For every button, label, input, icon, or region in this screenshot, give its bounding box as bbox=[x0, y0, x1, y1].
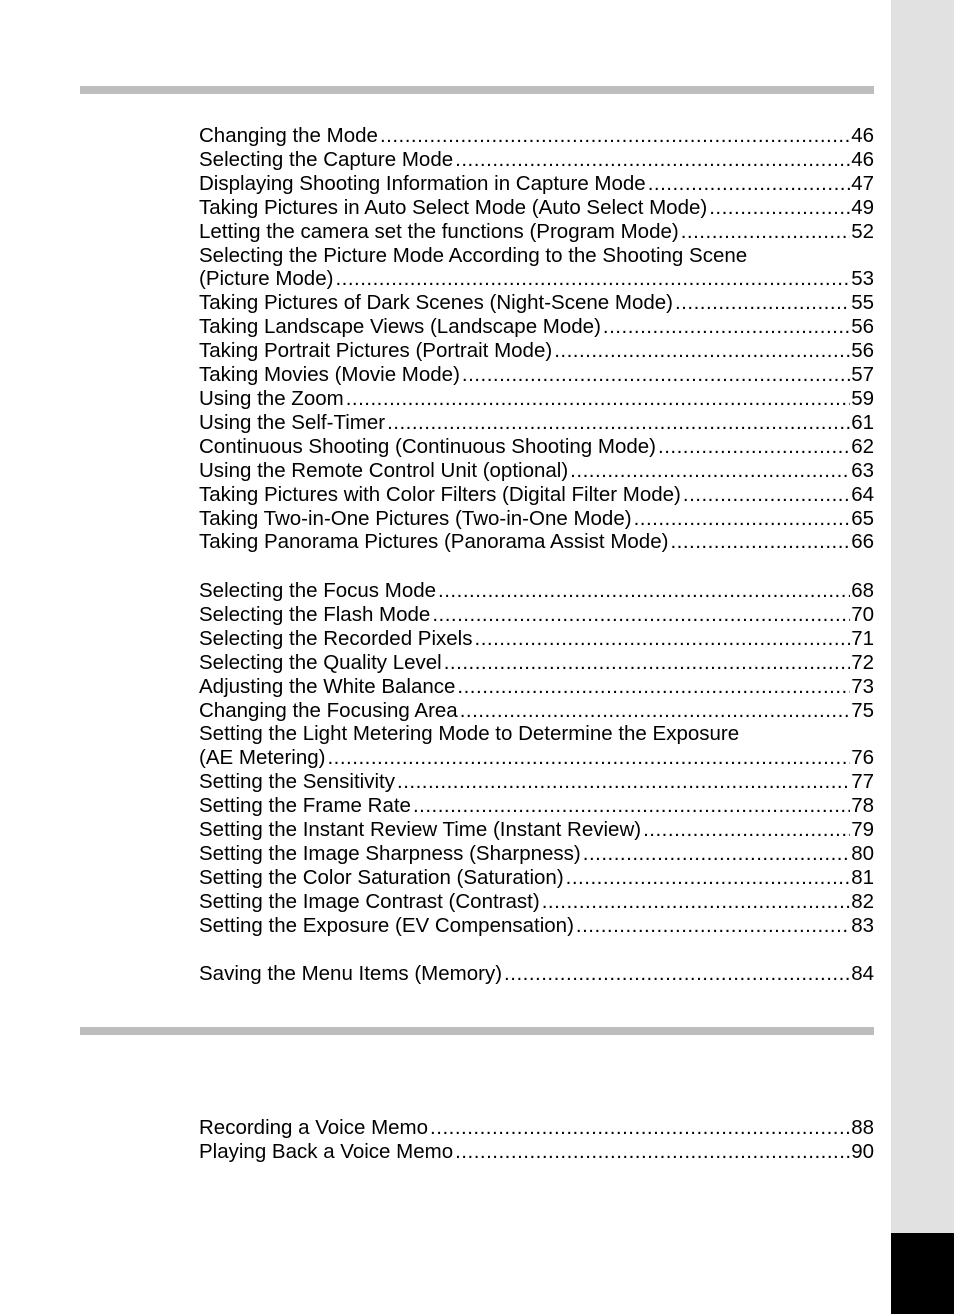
toc-group-settings bbox=[199, 579, 874, 938]
toc-entry-title: Taking Landscape Views (Landscape Mode) bbox=[199, 315, 601, 339]
toc-entry[interactable] bbox=[199, 818, 874, 842]
toc-group-memory bbox=[199, 962, 874, 986]
toc-group-capture-modes bbox=[199, 124, 874, 554]
toc-entry-title: Taking Two-in-One Pictures (Two-in-One Mode) bbox=[199, 506, 632, 530]
dot-leader bbox=[566, 866, 851, 890]
dot-leader bbox=[457, 675, 850, 699]
toc-entry-page-number: 77 bbox=[851, 770, 874, 794]
toc-entry-page-number: 84 bbox=[851, 962, 874, 985]
toc-entry-title: Setting the Frame Rate bbox=[199, 794, 411, 818]
toc-entry[interactable] bbox=[199, 842, 874, 866]
toc-entry-title: (Picture Mode) bbox=[199, 267, 334, 291]
toc-entry-page-number: 53 bbox=[851, 267, 874, 291]
toc-entry-page-number: 83 bbox=[851, 913, 874, 937]
toc-entry[interactable] bbox=[199, 220, 874, 244]
toc-entry-title: Taking Pictures with Color Filters (Digital Filter Mode) bbox=[199, 482, 681, 506]
toc-entry[interactable] bbox=[199, 866, 874, 890]
toc-entry-page-number: 71 bbox=[851, 626, 874, 650]
dot-leader bbox=[430, 1116, 850, 1140]
toc-entry[interactable] bbox=[199, 530, 874, 554]
toc-entry-title: Taking Panorama Pictures (Panorama Assist Mode) bbox=[199, 530, 669, 554]
dot-leader bbox=[462, 363, 850, 387]
dot-leader bbox=[504, 962, 850, 986]
toc-entry[interactable] bbox=[199, 651, 874, 675]
toc-entry[interactable] bbox=[199, 459, 874, 483]
toc-entry-page-number: 66 bbox=[851, 530, 874, 554]
toc-entry-title: Taking Portrait Pictures (Portrait Mode) bbox=[199, 339, 553, 363]
toc-entry[interactable] bbox=[199, 579, 874, 603]
toc-entry-title: Setting the Instant Review Time (Instant Review) bbox=[199, 818, 642, 842]
toc-entry-title: Adjusting the White Balance bbox=[199, 674, 456, 698]
toc-entry-title: Saving the Menu Items (Memory) bbox=[199, 962, 503, 985]
dot-leader bbox=[380, 124, 850, 148]
toc-entry-page-number: 64 bbox=[851, 482, 874, 506]
toc-entry-title: Using the Self-Timer bbox=[199, 410, 386, 434]
toc-entry-page-number: 61 bbox=[851, 410, 874, 434]
toc-entry[interactable] bbox=[199, 1140, 874, 1164]
toc-entry[interactable] bbox=[199, 1116, 874, 1140]
toc-entry[interactable] bbox=[199, 770, 874, 794]
dot-leader bbox=[432, 603, 850, 627]
toc-entry[interactable] bbox=[199, 914, 874, 938]
toc-entry-page-number: 56 bbox=[851, 339, 874, 363]
toc-entry-page-number: 56 bbox=[851, 315, 874, 339]
toc-entry[interactable] bbox=[199, 962, 874, 986]
toc-entry[interactable] bbox=[199, 483, 874, 507]
toc-entry[interactable] bbox=[199, 722, 874, 770]
dot-leader bbox=[675, 291, 850, 315]
toc-entry-page-number: 76 bbox=[851, 746, 874, 770]
dot-leader bbox=[397, 770, 850, 794]
toc-entry-page-number: 68 bbox=[851, 579, 874, 602]
dot-leader bbox=[634, 507, 851, 531]
toc-entry-title: Changing the Focusing Area bbox=[199, 698, 458, 722]
toc-entry[interactable] bbox=[199, 148, 874, 172]
toc-entry-title: (AE Metering) bbox=[199, 746, 326, 770]
toc-entry-page-number: 59 bbox=[851, 386, 874, 410]
toc-entry[interactable] bbox=[199, 627, 874, 651]
toc-entry-page-number: 72 bbox=[851, 650, 874, 674]
toc-entry[interactable] bbox=[199, 603, 874, 627]
dot-leader bbox=[576, 914, 850, 938]
section-divider-top bbox=[80, 86, 874, 94]
toc-entry-page-number: 65 bbox=[851, 506, 874, 530]
dot-leader bbox=[438, 579, 850, 603]
toc-entry[interactable] bbox=[199, 315, 874, 339]
toc-group-voice-memo bbox=[199, 1116, 874, 1164]
toc-entry-page-number: 57 bbox=[851, 363, 874, 387]
toc-entry-title: Taking Pictures in Auto Select Mode (Auto Select Mode) bbox=[199, 195, 708, 219]
toc-entry-title: Using the Zoom bbox=[199, 386, 344, 410]
toc-entry-title: Selecting the Recorded Pixels bbox=[199, 626, 473, 650]
toc-entry-title: Setting the Image Contrast (Contrast) bbox=[199, 889, 540, 913]
toc-entry[interactable] bbox=[199, 339, 874, 363]
dot-leader bbox=[683, 483, 850, 507]
dot-leader bbox=[681, 220, 850, 244]
dot-leader bbox=[554, 339, 850, 363]
toc-entry-title: Changing the Mode bbox=[199, 124, 378, 147]
dot-leader bbox=[643, 818, 850, 842]
toc-entry-page-number: 80 bbox=[851, 841, 874, 865]
toc-entry-title: Setting the Exposure (EV Compensation) bbox=[199, 913, 574, 937]
toc-entry-page-number: 79 bbox=[851, 818, 874, 842]
toc-entry-page-number: 90 bbox=[851, 1139, 874, 1163]
toc-entry-title: Continuous Shooting (Continuous Shooting Mode) bbox=[199, 434, 656, 458]
toc-entry-title: Displaying Shooting Information in Capture Mode bbox=[199, 171, 646, 195]
dot-leader bbox=[475, 627, 851, 651]
toc-entry[interactable] bbox=[199, 435, 874, 459]
toc-entry[interactable] bbox=[199, 124, 874, 148]
toc-entry-page-number: 63 bbox=[851, 458, 874, 482]
dot-leader bbox=[387, 411, 850, 435]
toc-entry-page-number: 82 bbox=[851, 889, 874, 913]
dot-leader bbox=[648, 172, 850, 196]
toc-entry[interactable] bbox=[199, 196, 874, 220]
toc-entry-page-number: 62 bbox=[851, 434, 874, 458]
toc-entry-title-line1: Selecting the Picture Mode According to the Shooting Scene bbox=[199, 243, 748, 267]
toc-entry-title: Taking Pictures of Dark Scenes (Night-Scene Mode) bbox=[199, 291, 673, 315]
toc-entry-page-number: 49 bbox=[851, 195, 874, 219]
dot-leader bbox=[460, 699, 850, 723]
section-divider-middle bbox=[80, 1027, 874, 1035]
toc-entry[interactable] bbox=[199, 172, 874, 196]
side-thumb-tab bbox=[891, 1233, 954, 1314]
toc-entry-title: Selecting the Flash Mode bbox=[199, 602, 431, 626]
dot-leader bbox=[327, 746, 850, 770]
toc-entry[interactable] bbox=[199, 411, 874, 435]
dot-leader bbox=[542, 890, 851, 914]
toc-entry-page-number: 55 bbox=[851, 291, 874, 315]
toc-entry-title: Letting the camera set the functions (Program Mode) bbox=[199, 219, 679, 243]
toc-entry-page-number: 46 bbox=[851, 124, 874, 147]
toc-entry-title-line1: Setting the Light Metering Mode to Determine the Exposure bbox=[199, 722, 740, 746]
toc-entry-page-number: 78 bbox=[851, 794, 874, 818]
toc-entry-title: Selecting the Capture Mode bbox=[199, 147, 454, 171]
toc-entry-page-number: 75 bbox=[851, 698, 874, 722]
toc-entry-title: Taking Movies (Movie Mode) bbox=[199, 363, 460, 387]
toc-entry[interactable] bbox=[199, 890, 874, 914]
toc-entry-title: Selecting the Focus Mode bbox=[199, 579, 437, 602]
toc-entry[interactable] bbox=[199, 387, 874, 411]
toc-entry-title: Recording a Voice Memo bbox=[199, 1116, 429, 1139]
toc-entry-page-number: 88 bbox=[851, 1116, 874, 1139]
dot-leader bbox=[658, 435, 850, 459]
dot-leader bbox=[455, 1140, 850, 1164]
dot-leader bbox=[603, 315, 850, 339]
toc-entry[interactable] bbox=[199, 507, 874, 531]
toc-entry[interactable] bbox=[199, 675, 874, 699]
toc-entry-title: Using the Remote Control Unit (optional) bbox=[199, 458, 569, 482]
toc-entry[interactable] bbox=[199, 699, 874, 723]
dot-leader bbox=[455, 148, 850, 172]
toc-entry-page-number: 70 bbox=[851, 602, 874, 626]
toc-entry-page-number: 73 bbox=[851, 674, 874, 698]
side-thumb-strip bbox=[891, 0, 954, 1314]
dot-leader bbox=[583, 842, 850, 866]
dot-leader bbox=[709, 196, 850, 220]
toc-entry-title: Setting the Color Saturation (Saturation) bbox=[199, 865, 564, 889]
toc-entry-title: Selecting the Quality Level bbox=[199, 650, 442, 674]
dot-leader bbox=[570, 459, 850, 483]
dot-leader bbox=[413, 794, 850, 818]
toc-entry-title: Playing Back a Voice Memo bbox=[199, 1139, 454, 1163]
toc-entry[interactable] bbox=[199, 291, 874, 315]
toc-entry-page-number: 81 bbox=[851, 865, 874, 889]
toc-entry-title: Setting the Image Sharpness (Sharpness) bbox=[199, 841, 581, 865]
dot-leader bbox=[346, 387, 850, 411]
toc-entry[interactable] bbox=[199, 244, 874, 292]
toc-entry[interactable] bbox=[199, 794, 874, 818]
dot-leader bbox=[670, 530, 850, 554]
toc-entry-page-number: 47 bbox=[851, 171, 874, 195]
toc-entry-page-number: 52 bbox=[851, 219, 874, 243]
toc-entry-title: Setting the Sensitivity bbox=[199, 770, 395, 794]
toc-entry[interactable] bbox=[199, 363, 874, 387]
dot-leader bbox=[335, 267, 850, 291]
toc-entry-page-number: 46 bbox=[851, 147, 874, 171]
dot-leader bbox=[444, 651, 850, 675]
